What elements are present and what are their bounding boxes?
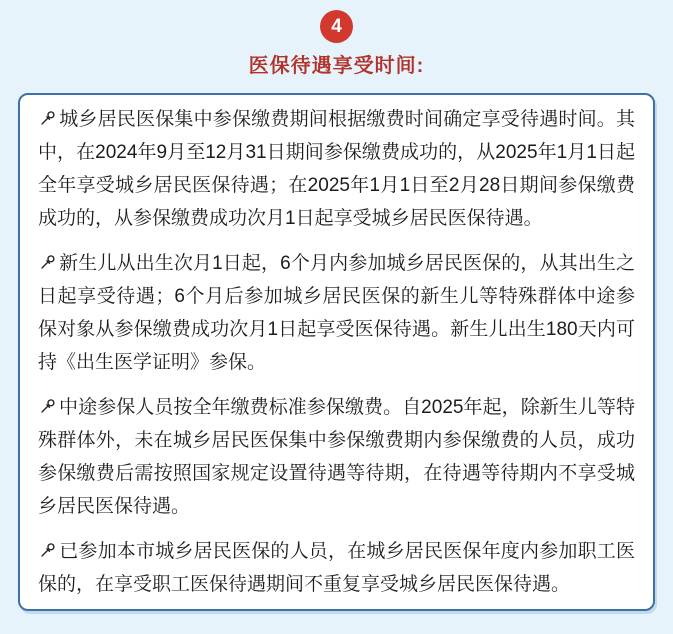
- paragraph-text: 已参加本市城乡居民医保的人员，在城乡居民医保年度内参加职工医保的，在享受职工医保待遇期间不重复享受城乡居民医保待遇。: [38, 541, 635, 595]
- step-number-badge: [320, 10, 353, 43]
- pushpin-icon: [38, 253, 57, 272]
- infographic-page: [0, 10, 673, 634]
- paragraph-newborns: [38, 247, 635, 379]
- content-card: [18, 93, 655, 611]
- pushpin-icon: [38, 541, 57, 560]
- paragraph-text: 新生儿从出生次月1日起，6个月内参加城乡居民医保的，从其出生之日起享受待遇；6个月后参加城乡居民医保的新生儿等特殊群体中途参保对象从参保缴费成功次月1日起享受医保待遇。新生儿出生180天内可持《出生医学证明》参保。: [38, 253, 635, 373]
- paragraph-text: 中途参保人员按全年缴费标准参保缴费。自2025年起，除新生儿等特殊群体外，未在城乡居民医保集中参保缴费期内参保缴费的人员，成功参保缴费后需按照国家规定设置待遇等待期，在待遇等待期内不享受城乡居民医保待遇。: [38, 397, 635, 517]
- step-number: 4: [331, 16, 342, 37]
- paragraph-text: 城乡居民医保集中参保缴费期间根据缴费时间确定享受待遇时间。其中，在2024年9月至12月31日期间参保缴费成功的，从2025年1月1日起全年享受城乡居民医保待遇；在2025年1月1日至2月28日期间参保缴费成功的，从参保缴费成功次月1日起享受城乡居民医保待遇。: [38, 109, 635, 229]
- paragraph-no-duplicate-benefits: [38, 535, 635, 601]
- pushpin-icon: [38, 109, 57, 128]
- page-title: 医保待遇享受时间:: [248, 55, 425, 77]
- paragraph-midyear-enrollment: [38, 391, 635, 523]
- pushpin-icon: [38, 397, 57, 416]
- paragraph-enrollment-period: [38, 103, 635, 235]
